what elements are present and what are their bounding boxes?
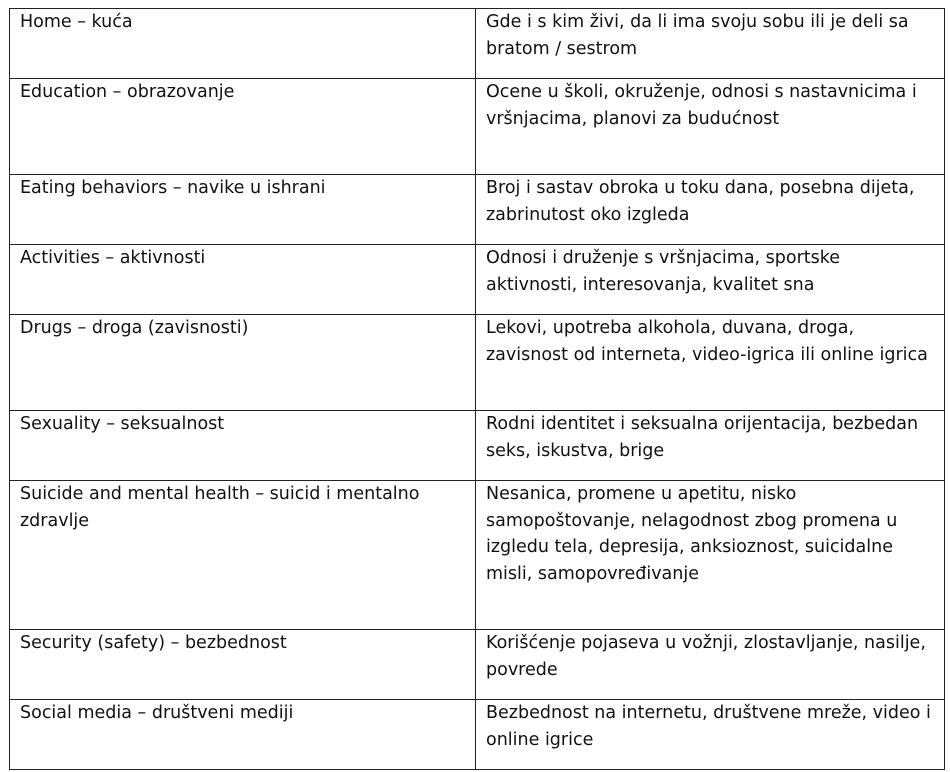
domain-cell: Drugs – droga (zavisnosti): [10, 315, 476, 411]
description-cell: Rodni identitet i seksualna orijentacija, bezbedan seks, iskustva, brige: [476, 411, 945, 481]
description-cell: Odnosi i druženje s vršnjacima, sportske aktivnosti, interesovanja, kvalitet sna: [476, 245, 945, 315]
domain-cell: Suicide and mental health – suicid i mentalno zdravlje: [10, 481, 476, 630]
description-cell: Lekovi, upotreba alkohola, duvana, droga, zavisnost od interneta, video-igrica ili online igrica: [476, 315, 945, 411]
domain-cell: Education – obrazovanje: [10, 79, 476, 175]
description-cell: Nesanica, promene u apetitu, nisko samopoštovanje, nelagodnost zbog promena u izgledu tela, depresija, anksioznost, suicidalne misli, samopovređivanje: [476, 481, 945, 630]
domain-cell: Security (safety) – bezbednost: [10, 630, 476, 700]
table-row: [10, 79, 945, 175]
table-row: [10, 411, 945, 481]
domain-cell: Eating behaviors – navike u ishrani: [10, 175, 476, 245]
description-cell: Broj i sastav obroka u toku dana, posebna dijeta, zabrinutost oko izgleda: [476, 175, 945, 245]
domain-cell: Sexuality – seksualnost: [10, 411, 476, 481]
table-row: [10, 315, 945, 411]
table-row: [10, 9, 945, 79]
table-row: [10, 175, 945, 245]
description-cell: Korišćenje pojaseva u vožnji, zlostavljanje, nasilje, povrede: [476, 630, 945, 700]
table-row: [10, 481, 945, 630]
description-cell: Bezbednost na internetu, društvene mreže, video i online igrice: [476, 700, 945, 770]
domain-cell: Social media – društveni mediji: [10, 700, 476, 770]
table-row: [10, 630, 945, 700]
description-cell: Gde i s kim živi, da li ima svoju sobu ili je deli sa bratom / sestrom: [476, 9, 945, 79]
table-row: [10, 245, 945, 315]
description-cell: Ocene u školi, okruženje, odnosi s nastavnicima i vršnjacima, planovi za budućnost: [476, 79, 945, 175]
domain-cell: Home – kuća: [10, 9, 476, 79]
heeadsss-table: [9, 8, 945, 770]
table-row: [10, 700, 945, 770]
domain-cell: Activities – aktivnosti: [10, 245, 476, 315]
